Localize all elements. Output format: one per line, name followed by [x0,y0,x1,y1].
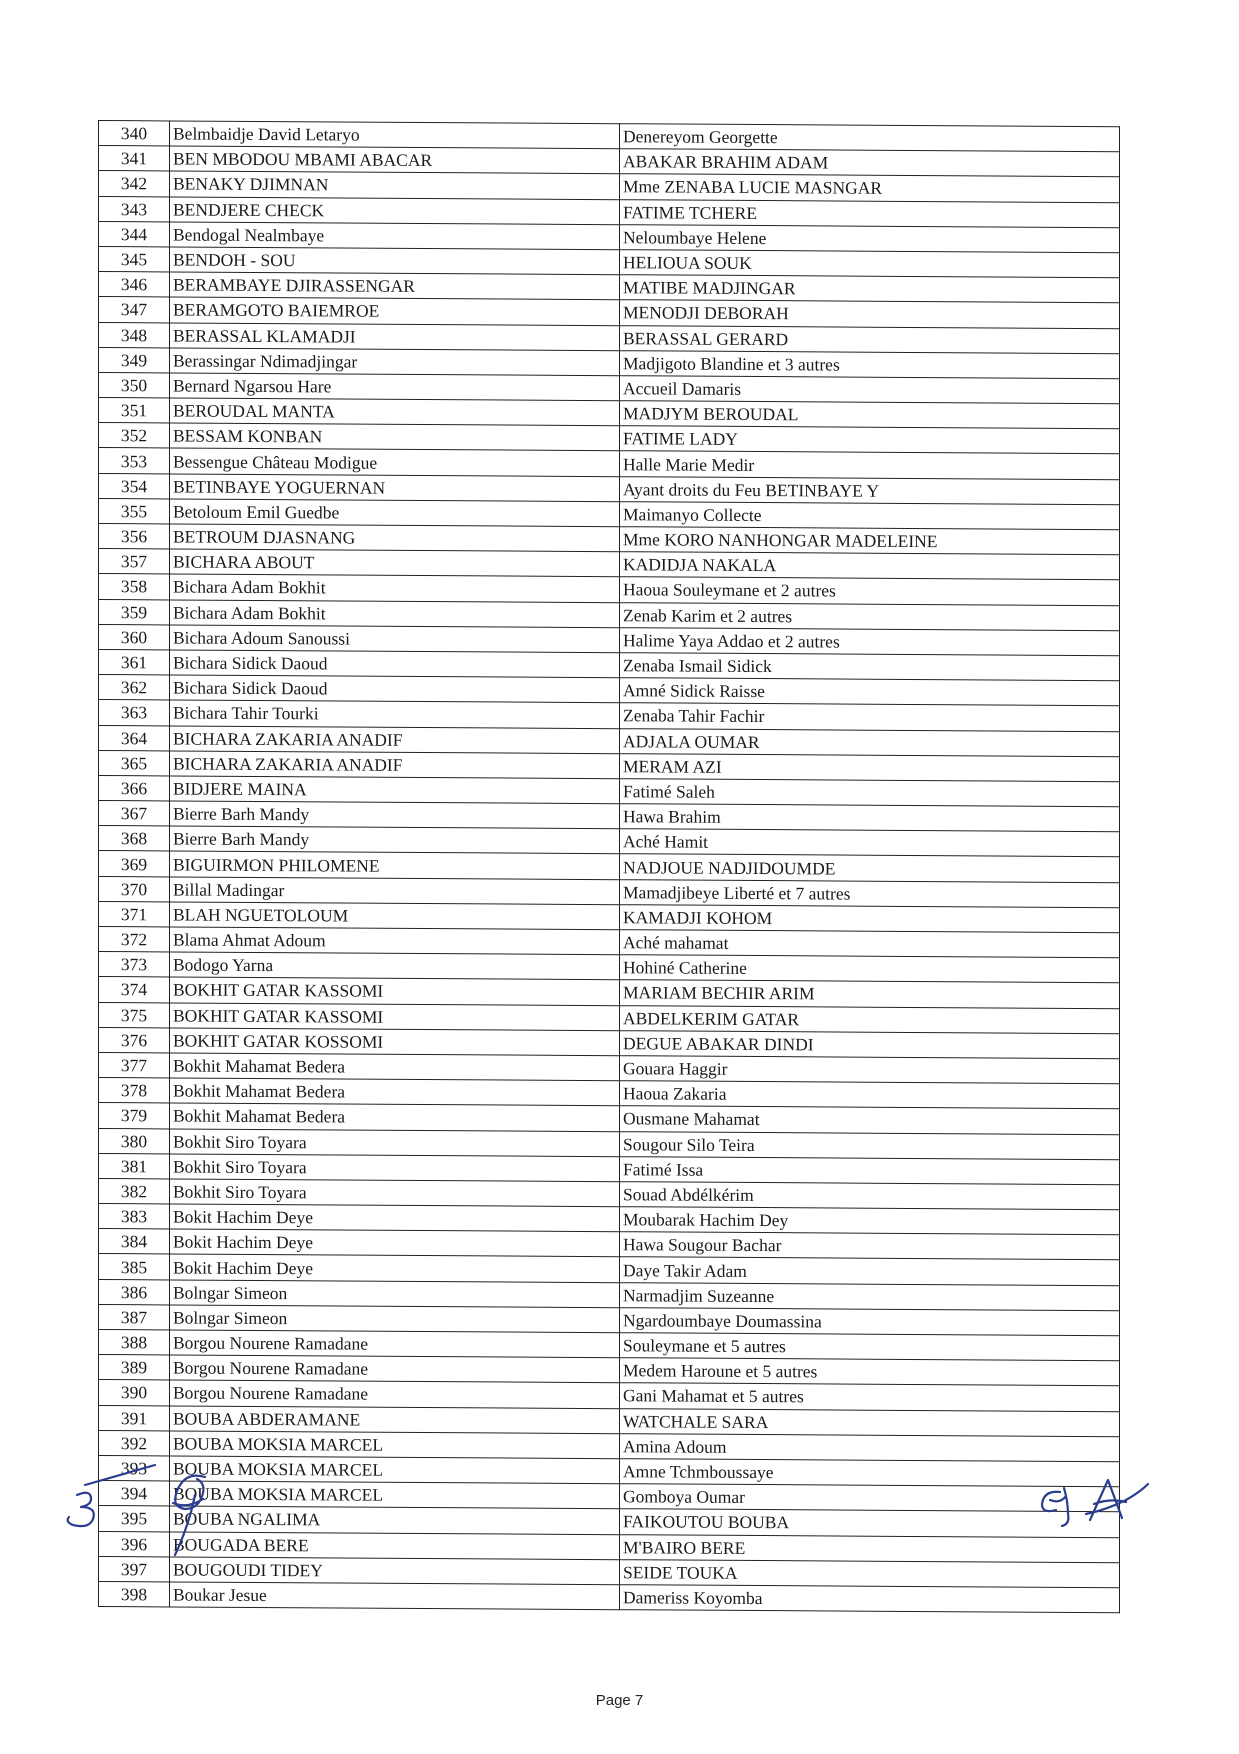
beneficiary-name: Maimanyo Collecte [620,501,1120,529]
row-number: 372 [99,927,170,953]
holder-name: BOKHIT GATAR KOSSOMI [170,1028,620,1056]
row-number: 358 [99,574,170,600]
beneficiary-name: KADIDJA NAKALA [620,552,1120,580]
holder-name: BENDJERE CHECK [170,196,620,224]
beneficiary-name: Mme KORO NANHONGAR MADELEINE [620,527,1120,555]
table-body [99,121,1120,1613]
holder-name: BIDJERE MAINA [170,776,620,804]
holder-name: Borgou Nourene Ramadane [170,1380,620,1408]
beneficiary-name: Ousmane Mahamat [620,1106,1120,1134]
holder-name: BETINBAYE YOGUERNAN [170,474,620,502]
beneficiary-name: Aché Hamit [620,829,1120,857]
holder-name: BOUGOUDI TIDEY [170,1557,620,1585]
beneficiary-name: Amné Sidick Raisse [620,678,1120,706]
row-number: 390 [99,1380,170,1406]
row-number: 380 [99,1128,170,1154]
holder-name: BOUBA NGALIMA [170,1506,620,1534]
holder-name: BEN MBODOU MBAMI ABACAR [170,146,620,174]
holder-name: BOUBA MOKSIA MARCEL [170,1431,620,1459]
holder-name: BOUGADA BERE [170,1531,620,1559]
beneficiary-name: Sougour Silo Teira [620,1131,1120,1159]
beneficiary-name: WATCHALE SARA [620,1408,1120,1436]
holder-name: Boukar Jesue [170,1582,620,1610]
beneficiary-name: Accueil Damaris [620,376,1120,404]
row-number: 357 [99,549,170,575]
row-number: 374 [99,977,170,1003]
beneficiary-name: MERAM AZI [620,753,1120,781]
row-number: 347 [99,297,170,323]
beneficiary-name: Souleymane et 5 autres [620,1333,1120,1361]
beneficiary-name: Amina Adoum [620,1433,1120,1461]
row-number: 366 [99,775,170,801]
holder-name: BENAKY DJIMNAN [170,171,620,199]
row-number: 388 [99,1330,170,1356]
beneficiary-name: Halime Yaya Addao et 2 autres [620,627,1120,655]
row-number: 396 [99,1531,170,1557]
beneficiary-name: HELIOUA SOUK [620,250,1120,278]
beneficiary-name: Ayant droits du Feu BETINBAYE Y [620,476,1120,504]
holder-name: Blama Ahmat Adoum [170,927,620,955]
holder-name: Betoloum Emil Guedbe [170,499,620,527]
holder-name: Bichara Adam Bokhit [170,599,620,627]
row-number: 377 [99,1052,170,1078]
beneficiary-name: Zenaba Ismail Sidick [620,653,1120,681]
beneficiary-name: Haoua Zakaria [620,1081,1120,1109]
beneficiary-name: FAIKOUTOU BOUBA [620,1509,1120,1537]
beneficiary-name: Fatimé Saleh [620,779,1120,807]
row-number: 368 [99,826,170,852]
row-number: 348 [99,322,170,348]
row-number: 340 [99,121,170,147]
beneficiary-name: Haoua Souleymane et 2 autres [620,577,1120,605]
page-number: Page 7 [595,1692,644,1709]
holder-name: Bokit Hachim Deye [170,1229,620,1257]
beneficiary-name: Gani Mahamat et 5 autres [620,1383,1120,1411]
row-number: 355 [99,498,170,524]
row-number: 393 [99,1455,170,1481]
row-number: 370 [99,876,170,902]
beneficiary-name: Moubarak Hachim Dey [620,1207,1120,1235]
beneficiary-name: Ngardoumbaye Doumassina [620,1307,1120,1335]
row-number: 394 [99,1481,170,1507]
beneficiary-name: Zenab Karim et 2 autres [620,602,1120,630]
holder-name: BEROUDAL MANTA [170,398,620,426]
holder-name: Bierre Barh Mandy [170,801,620,829]
beneficiary-name: Hawa Brahim [620,804,1120,832]
row-number: 376 [99,1027,170,1053]
holder-name: Borgou Nourene Ramadane [170,1330,620,1358]
row-number: 379 [99,1103,170,1129]
beneficiary-name: Hawa Sougour Bachar [620,1232,1120,1260]
row-number: 343 [99,196,170,222]
holder-name: Bolngar Simeon [170,1280,620,1308]
row-number: 385 [99,1254,170,1280]
holder-name: Bodogo Yarna [170,952,620,980]
beneficiary-name: Aché mahamat [620,930,1120,958]
holder-name: Bokhit Siro Toyara [170,1179,620,1207]
row-number: 389 [99,1355,170,1381]
holder-name: BICHARA ZAKARIA ANADIF [170,751,620,779]
row-number: 386 [99,1279,170,1305]
table-row [99,1581,1120,1612]
row-number: 341 [99,146,170,172]
beneficiary-name: Souad Abdélkérim [620,1182,1120,1210]
row-number: 354 [99,473,170,499]
beneficiary-name: Narmadjim Suzeanne [620,1282,1120,1310]
row-number: 373 [99,952,170,978]
row-number: 364 [99,725,170,751]
row-number: 350 [99,372,170,398]
row-number: 383 [99,1204,170,1230]
handwritten-initials-right [1030,1470,1160,1550]
row-number: 360 [99,624,170,650]
beneficiary-name: ABAKAR BRAHIM ADAM [620,149,1120,177]
holder-name: Bokit Hachim Deye [170,1254,620,1282]
holder-name: Billal Madingar [170,877,620,905]
holder-name: Bernard Ngarsou Hare [170,373,620,401]
holder-name: BERAMBAYE DJIRASSENGAR [170,272,620,300]
beneficiary-name: Medem Haroune et 5 autres [620,1358,1120,1386]
holder-name: Bessengue Château Modigue [170,448,620,476]
beneficiary-name: KAMADJI KOHOM [620,904,1120,932]
beneficiary-name: Fatimé Issa [620,1156,1120,1184]
row-number: 395 [99,1506,170,1532]
row-number: 398 [99,1581,170,1607]
beneficiary-name: Daye Takir Adam [620,1257,1120,1285]
row-number: 349 [99,347,170,373]
holder-name: BICHARA ZAKARIA ANADIF [170,725,620,753]
beneficiary-name: Mme ZENABA LUCIE MASNGAR [620,174,1120,202]
row-number: 365 [99,750,170,776]
holder-name: Bichara Adam Bokhit [170,574,620,602]
beneficiary-name: Gomboya Oumar [620,1484,1120,1512]
holder-name: BLAH NGUETOLOUM [170,902,620,930]
holder-name: BESSAM KONBAN [170,423,620,451]
holder-name: Bichara Sidick Daoud [170,650,620,678]
beneficiary-name: MATIBE MADJINGAR [620,275,1120,303]
beneficiary-name: M'BAIRO BERE [620,1534,1120,1562]
row-number: 367 [99,801,170,827]
holder-name: BOUBA ABDERAMANE [170,1405,620,1433]
row-number: 382 [99,1178,170,1204]
row-number: 345 [99,246,170,272]
holder-name: Bierre Barh Mandy [170,826,620,854]
row-number: 384 [99,1229,170,1255]
row-number: 369 [99,851,170,877]
holder-name: BIGUIRMON PHILOMENE [170,851,620,879]
holder-name: Bokhit Siro Toyara [170,1154,620,1182]
holder-name: Bokhit Siro Toyara [170,1128,620,1156]
row-number: 391 [99,1405,170,1431]
holder-name: BOKHIT GATAR KASSOMI [170,977,620,1005]
beneficiary-name: DEGUE ABAKAR DINDI [620,1030,1120,1058]
row-number: 352 [99,423,170,449]
beneficiary-name: MARIAM BECHIR ARIM [620,980,1120,1008]
row-number: 363 [99,700,170,726]
beneficiary-name: Hohiné Catherine [620,955,1120,983]
holder-name: BENDOH - SOU [170,247,620,275]
row-number: 387 [99,1304,170,1330]
row-number: 371 [99,901,170,927]
holder-name: Bokhit Mahamat Bedera [170,1103,620,1131]
holder-name: Bichara Adoum Sanoussi [170,625,620,653]
row-number: 351 [99,398,170,424]
beneficiary-name: ADJALA OUMAR [620,728,1120,756]
beneficiary-name: Mamadjibeye Liberté et 7 autres [620,879,1120,907]
row-number: 375 [99,1002,170,1028]
beneficiary-name: ABDELKERIM GATAR [620,1005,1120,1033]
beneficiary-name: NADJOUE NADJIDOUMDE [620,854,1120,882]
beneficiary-name: MADJYM BEROUDAL [620,401,1120,429]
holder-name: Bokhit Mahamat Bedera [170,1078,620,1106]
holder-name: Bolngar Simeon [170,1305,620,1333]
beneficiary-name: Madjigoto Blandine et 3 autres [620,350,1120,378]
beneficiary-name: BERASSAL GERARD [620,325,1120,353]
row-number: 359 [99,599,170,625]
holder-name: BOKHIT GATAR KASSOMI [170,1002,620,1030]
holder-name: Bokit Hachim Deye [170,1204,620,1232]
beneficiary-name: MENODJI DEBORAH [620,300,1120,328]
row-number: 397 [99,1556,170,1582]
beneficiary-name: Halle Marie Medir [620,451,1120,479]
row-number: 361 [99,649,170,675]
holder-name: Bichara Sidick Daoud [170,675,620,703]
holder-name: Borgou Nourene Ramadane [170,1355,620,1383]
beneficiary-name: Denereyom Georgette [620,124,1120,152]
row-number: 353 [99,448,170,474]
beneficiary-name: SEIDE TOUKA [620,1559,1120,1587]
handwritten-initials-left [55,1455,235,1575]
holder-name: Belmbaidje David Letaryo [170,121,620,149]
row-number: 344 [99,221,170,247]
holder-name: BERASSAL KLAMADJI [170,322,620,350]
holder-name: BERAMGOTO BAIEMROE [170,297,620,325]
beneficiary-name: Zenaba Tahir Fachir [620,703,1120,731]
holder-name: BICHARA ABOUT [170,549,620,577]
holder-name: Bokhit Mahamat Bedera [170,1053,620,1081]
row-number: 392 [99,1430,170,1456]
holder-name: Berassingar Ndimadjingar [170,348,620,376]
holder-name: BOUBA MOKSIA MARCEL [170,1481,620,1509]
holder-name: BETROUM DJASNANG [170,524,620,552]
beneficiary-name: FATIME TCHERE [620,199,1120,227]
row-number: 346 [99,272,170,298]
row-number: 378 [99,1078,170,1104]
beneficiary-name: FATIME LADY [620,426,1120,454]
row-number: 356 [99,524,170,550]
beneficiary-table [98,120,1120,1613]
beneficiary-name: Amne Tchmboussaye [620,1459,1120,1487]
row-number: 342 [99,171,170,197]
row-number: 381 [99,1153,170,1179]
beneficiary-name: Gouara Haggir [620,1056,1120,1084]
holder-name: Bichara Tahir Tourki [170,700,620,728]
beneficiary-name: Dameriss Koyomba [620,1585,1120,1613]
holder-name: BOUBA MOKSIA MARCEL [170,1456,620,1484]
row-number: 362 [99,675,170,701]
beneficiary-name: Neloumbaye Helene [620,224,1120,252]
holder-name: Bendogal Nealmbaye [170,222,620,250]
